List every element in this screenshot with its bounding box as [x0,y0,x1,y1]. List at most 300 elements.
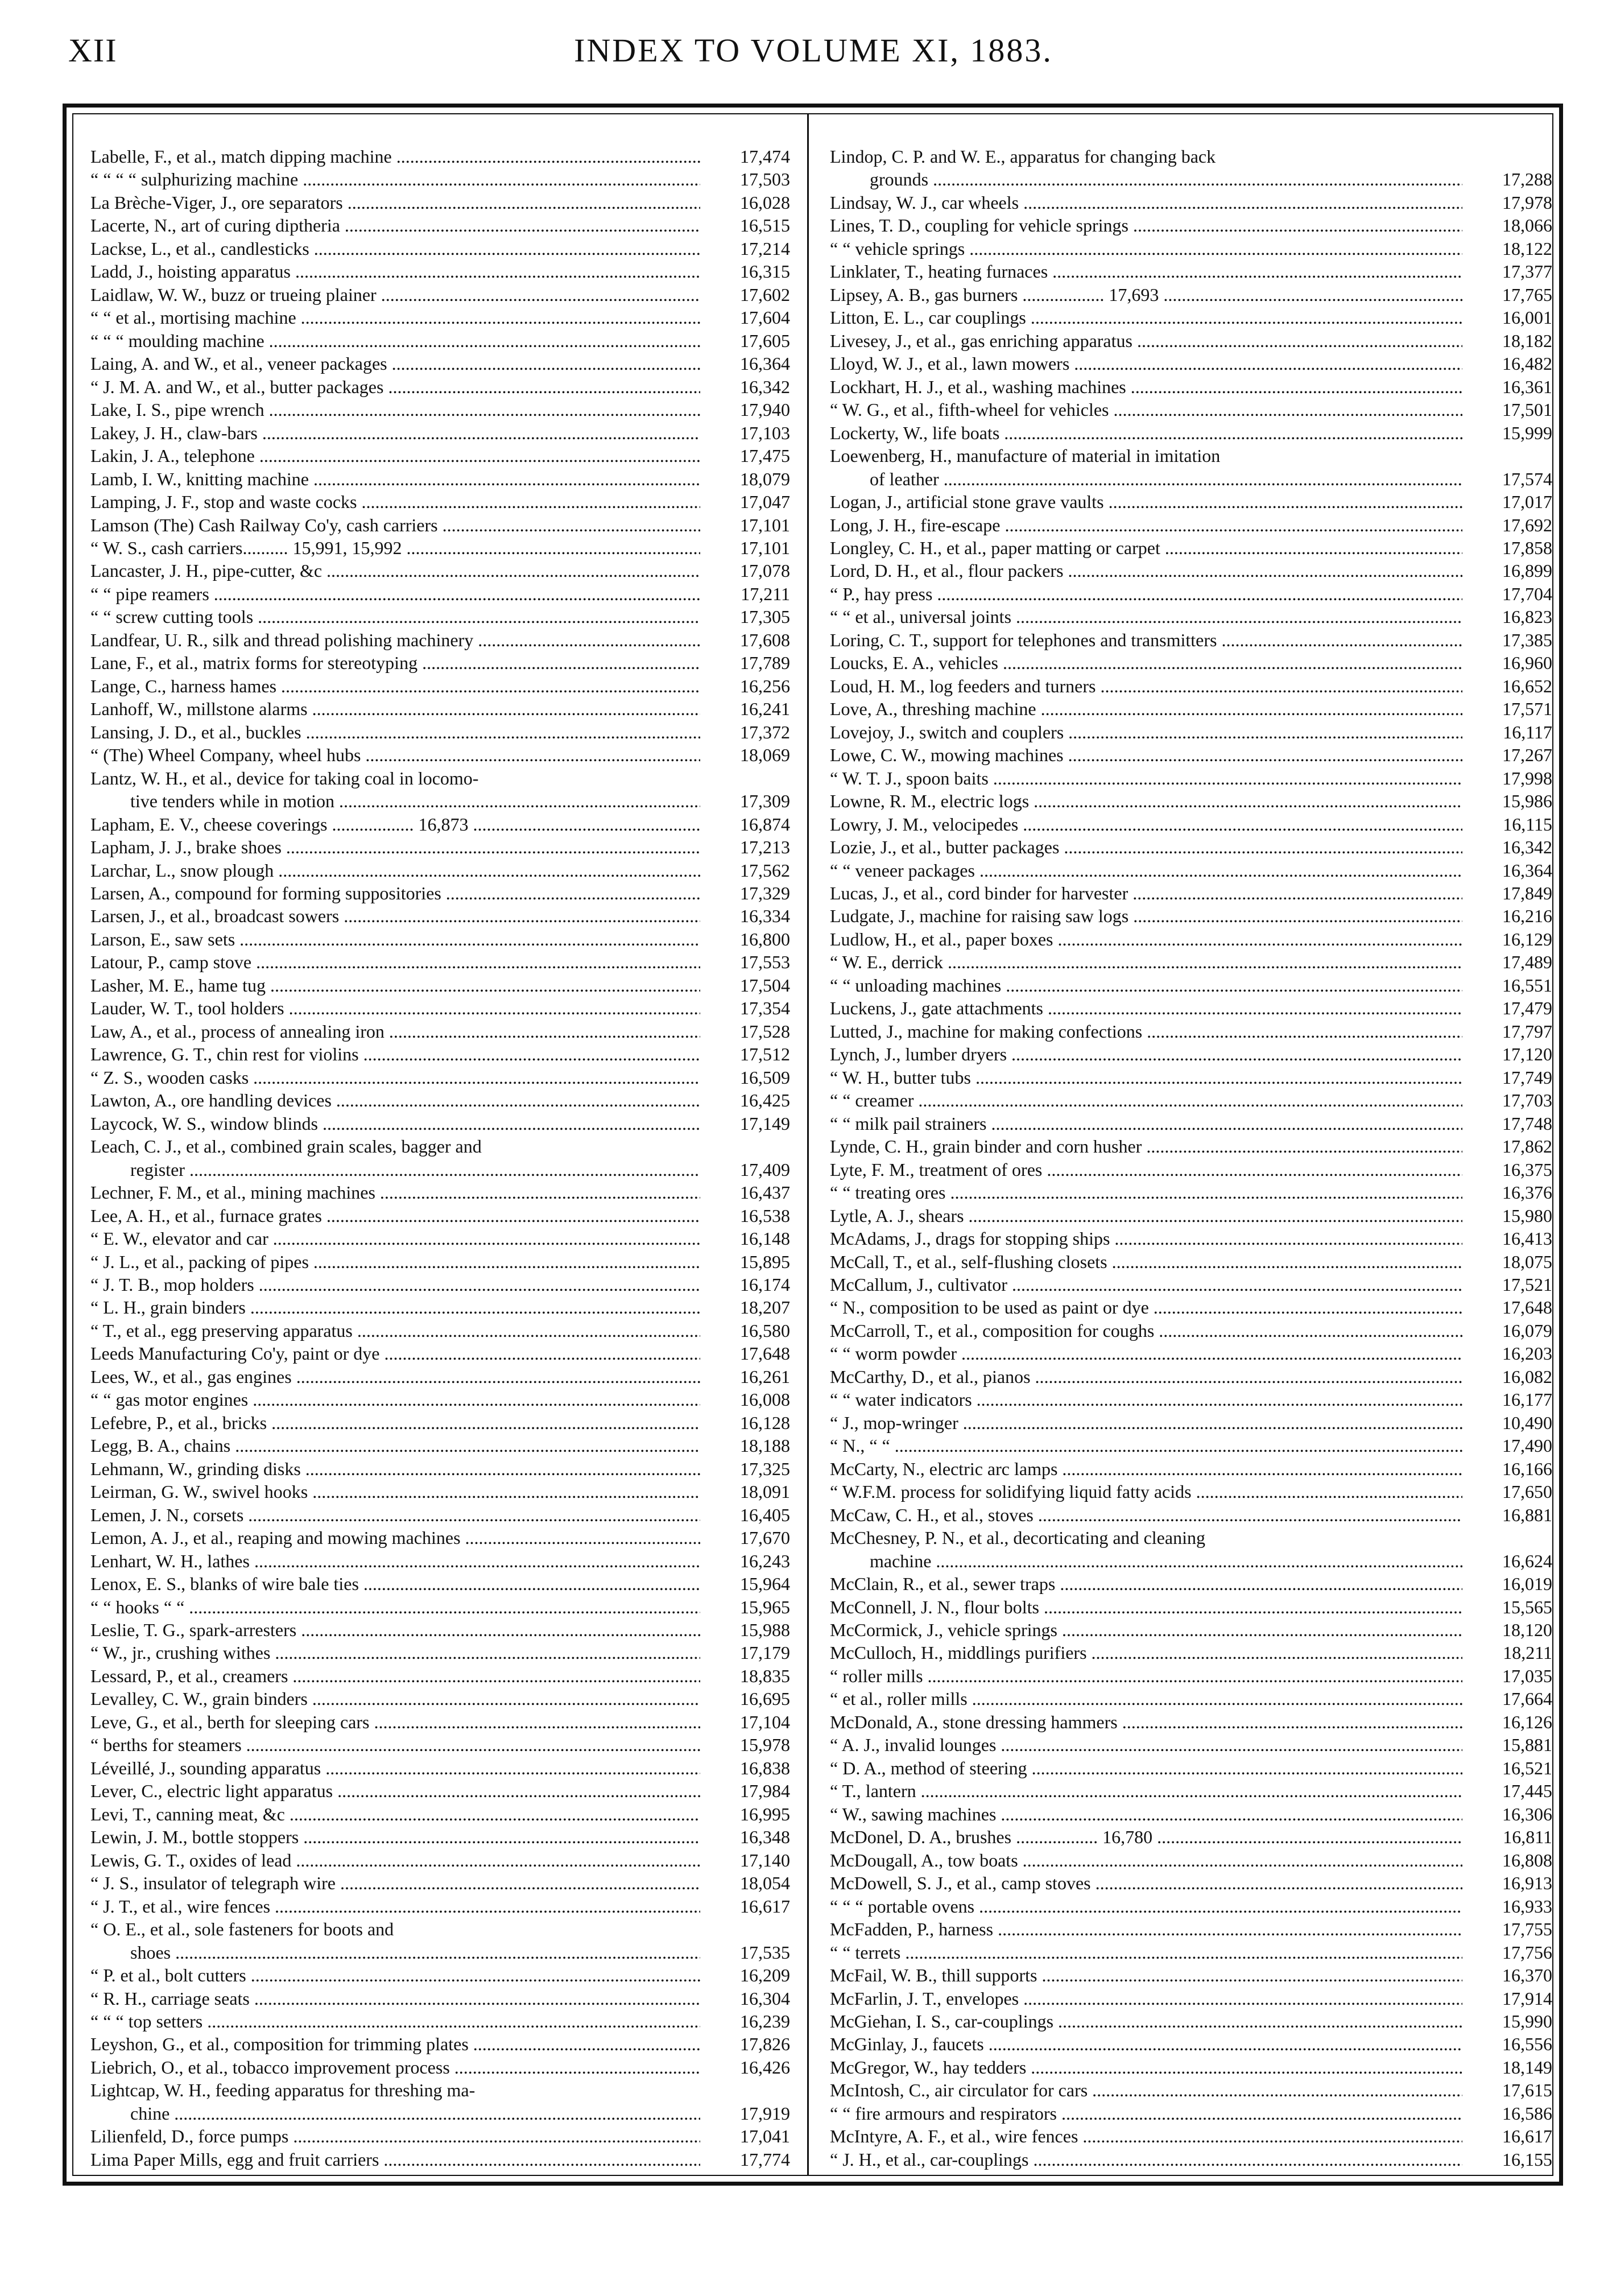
index-entry [90,1872,790,1894]
entry-text: “ J., mop-wringer ..... [830,1412,1462,1434]
index-entry [830,1067,1552,1088]
index-entry [90,1089,790,1111]
entry-text: “ “ treating ores ..... [830,1182,1462,1203]
entry-text: Larchar, L., snow plough ..... [90,860,700,881]
entry-number: 17,648 [740,1343,790,1364]
index-entry [830,1942,1552,1963]
entry-number: 16,334 [740,906,790,927]
index-entry [90,307,790,328]
entry-number: 17,756 [1502,1942,1552,1963]
entry-text: Lindsay, W. J., car wheels ..... [830,192,1462,213]
index-entry [90,1734,790,1756]
entry-number: 18,188 [740,1435,790,1456]
index-entry [90,1159,790,1180]
entry-text: “ “ “ top setters ..... [90,2010,700,2032]
index-entry [90,1527,790,1548]
entry-text: Lackse, L., et al., candlesticks ..... [90,238,700,259]
entry-number: 17,755 [1502,1919,1552,1940]
index-entry [90,1343,790,1364]
index-entry [90,813,790,835]
entry-text: Larsen, J., et al., broadcast sowers ..... [90,905,700,927]
index-entry [830,2057,1552,2078]
entry-number: 16,509 [740,1067,790,1088]
index-entry [830,790,1552,812]
entry-number: 17,574 [1502,468,1552,489]
index-entry [830,1021,1552,1042]
index-entry [90,146,790,167]
index-entry [90,376,790,398]
entry-text: “ L. H., grain binders ..... [90,1296,700,1318]
entry-number: 17,978 [1502,192,1552,213]
entry-number: 16,304 [740,1988,790,2009]
entry-text: Lines, T. D., coupling for vehicle springs ..... [830,214,1462,236]
index-entry [830,1757,1552,1779]
index-entry [830,353,1552,374]
entry-number: 17,035 [1502,1665,1552,1686]
index-entry [90,1481,790,1502]
index-entry [830,698,1552,720]
entry-number: 17,377 [1502,261,1552,282]
index-entry [90,238,790,259]
index-entry [830,1573,1552,1595]
index-entry [830,1964,1552,1986]
entry-number: 16,261 [740,1366,790,1387]
index-entry [90,1826,790,1848]
entry-text: grounds ..... [830,168,1462,190]
index-entry [830,1389,1552,1410]
entry-number: 17,385 [1502,629,1552,650]
entry-text: Lefebre, P., et al., bricks ..... [90,1412,700,1434]
entry-number: 16,008 [740,1389,790,1410]
entry-text: Lakin, J. A., telephone ..... [90,445,700,466]
index-entry [90,675,790,697]
entry-number: 15,881 [1502,1735,1552,1756]
entry-text: Loewenberg, H., manufacture of material in imitation [830,445,1221,466]
entry-text: Leirman, G. W., swivel hooks ..... [90,1481,700,1502]
entry-text: tive tenders while in motion ..... [90,790,700,812]
index-entry [90,1896,790,1917]
entry-number: 16,995 [740,1803,790,1824]
entry-number: 17,120 [1502,1044,1552,1065]
index-entry [830,1849,1552,1871]
index-entry [90,284,790,305]
index-entry [830,652,1552,674]
entry-number: 17,521 [1502,1274,1552,1295]
entry-number: 17,553 [740,952,790,973]
entry-number: 15,999 [1502,422,1552,443]
index-entry [90,1688,790,1709]
index-entry [90,2079,790,2101]
entry-number: 17,490 [1502,1435,1552,1456]
entry-text: “ “ hooks “ “ ..... [90,1596,700,1618]
entry-number: 15,895 [740,1251,790,1272]
entry-text: Léveillé, J., sounding apparatus ..... [90,1757,700,1779]
entry-number: 16,256 [740,675,790,696]
entry-text: “ “ gas motor engines ..... [90,1389,700,1410]
entry-number: 17,140 [740,1849,790,1870]
entry-number: 17,445 [1502,1781,1552,1802]
entry-number: 15,980 [1502,1205,1552,1226]
entry-number: 16,482 [1502,353,1552,374]
entry-text: McFadden, P., harness ..... [830,1918,1462,1940]
entry-text: Labelle, F., et al., match dipping machine ..... [90,146,700,167]
index-entry [90,583,790,605]
entry-text: McFail, W. B., thill supports ..... [830,1964,1462,1986]
entry-number: 18,075 [1502,1251,1552,1272]
left-column [90,146,790,2171]
entry-number: 17,479 [1502,998,1552,1019]
entry-number: 18,835 [740,1665,790,1686]
entry-number: 15,978 [740,1735,790,1756]
entry-number: 17,602 [740,284,790,305]
entry-text: McCormick, J., vehicle springs ..... [830,1619,1462,1641]
entry-number: 17,605 [740,330,790,351]
index-entry [90,1942,790,1963]
entry-text: McClain, R., et al., sewer traps ..... [830,1573,1462,1595]
entry-text: Litton, E. L., car couplings ..... [830,307,1462,328]
entry-text: “ W.F.M. process for solidifying liquid fatty acids ..... [830,1481,1462,1502]
entry-number: 15,988 [740,1620,790,1640]
entry-number: 16,811 [1503,1827,1552,1848]
right-column [830,146,1552,2171]
entry-text: Lovejoy, J., switch and couplers ..... [830,721,1462,743]
entry-text: McCallum, J., cultivator ..... [830,1274,1462,1295]
entry-text: “ A. J., invalid lounges ..... [830,1734,1462,1756]
entry-text: McConnell, J. N., flour bolts ..... [830,1596,1462,1618]
entry-text: “ “ et al., universal joints ..... [830,606,1462,627]
index-entry [90,1573,790,1595]
entry-text: “ “ pipe reamers ..... [90,583,700,605]
entry-number: 16,874 [740,813,790,835]
index-entry [830,1780,1552,1802]
entry-number: 17,765 [1502,284,1552,305]
entry-number: 17,309 [740,791,790,812]
entry-number: 16,126 [1502,1711,1552,1732]
index-entry [830,146,1552,167]
entry-text: “ J. T., et al., wire fences ..... [90,1896,700,1917]
entry-number: 16,521 [1502,1757,1552,1778]
entry-text: Lamb, I. W., knitting machine ..... [90,468,700,490]
entry-number: 18,054 [740,1873,790,1894]
index-entry [90,1642,790,1663]
entry-text: Lenox, E. S., blanks of wire bale ties ..... [90,1573,700,1595]
index-entry [830,606,1552,627]
entry-text: Ludlow, H., et al., paper boxes ..... [830,928,1462,950]
index-entry [90,1849,790,1871]
index-entry [90,1757,790,1779]
entry-text: Legg, B. A., chains ..... [90,1435,700,1456]
index-entry [90,1389,790,1410]
index-entry [830,284,1552,305]
index-entry [830,1527,1552,1548]
entry-number: 16,426 [740,2057,790,2078]
entry-text: McGiehan, I. S., car-couplings ..... [830,2010,1462,2032]
index-frame [63,104,1563,2186]
index-entry [830,399,1552,420]
entry-text: “ “ screw cutting tools ..... [90,606,700,627]
index-entry [830,1896,1552,1917]
entry-text: Liebrich, O., et al., tobacco improvement process ..... [90,2057,700,2078]
entry-number: 17,797 [1502,1021,1552,1042]
entry-text: Lemen, J. N., corsets ..... [90,1504,700,1526]
index-entry [90,1918,790,1940]
entry-number: 16,148 [740,1228,790,1249]
index-entry [830,468,1552,490]
entry-text: “ J. T. B., mop holders ..... [90,1274,700,1295]
entry-text: “ “ fire armours and respirators ..... [830,2103,1462,2124]
index-entry [90,261,790,282]
entry-text: “ “ “ portable ovens ..... [830,1896,1462,1917]
entry-number: 17,475 [740,445,790,466]
index-entry [830,1803,1552,1825]
entry-number: 16,348 [740,1827,790,1848]
entry-number: 10,490 [1502,1412,1552,1433]
entry-text: “ W., sawing machines ..... [830,1803,1462,1825]
entry-number: 17,047 [740,492,790,513]
entry-number: 16,177 [1502,1389,1552,1410]
entry-number: 17,608 [740,629,790,650]
entry-number: 17,849 [1502,883,1552,903]
entry-number: 16,425 [740,1090,790,1111]
entry-text: “ N., composition to be used as paint or dye ..... [830,1296,1462,1318]
index-entry [830,1228,1552,1249]
entry-number: 17,748 [1502,1113,1552,1134]
index-entry [90,445,790,466]
index-entry [90,974,790,996]
page-title: INDEX TO VOLUME XI, 1883. [574,32,1053,69]
entry-text: McGinlay, J., faucets ..... [830,2033,1462,2055]
entry-text: Longley, C. H., et al., paper matting or carpet ..... [830,537,1462,559]
index-entry [830,1596,1552,1618]
entry-number: 17,372 [740,721,790,742]
entry-text: “ W., jr., crushing withes ..... [90,1642,700,1663]
index-entry [830,583,1552,605]
index-entry [830,1412,1552,1434]
entry-text: Love, A., threshing machine ..... [830,698,1462,720]
entry-text: Lutted, J., machine for making confections ..... [830,1021,1462,1042]
entry-number: 15,964 [740,1574,790,1595]
index-entry [830,1159,1552,1180]
entry-text: Lane, F., et al., matrix forms for stereotyping ..... [90,652,700,674]
entry-text: Lord, D. H., et al., flour packers ..... [830,560,1462,581]
entry-number: 16,243 [740,1550,790,1571]
entry-number: 16,019 [1502,1574,1552,1595]
entry-text: McDonald, A., stone dressing hammers ..... [830,1711,1462,1733]
entry-number: 17,703 [1502,1090,1552,1111]
entry-number: 17,179 [740,1642,790,1663]
entry-text: register ..... [90,1159,700,1180]
entry-text: “ roller mills ..... [830,1665,1462,1687]
entry-number: 16,437 [740,1182,790,1203]
entry-text: Larsen, A., compound for forming suppositories ..... [90,882,700,904]
entry-text: Lozie, J., et al., butter packages ..... [830,836,1462,858]
entry-number: 16,117 [1503,721,1552,742]
entry-text: “ R. H., carriage seats ..... [90,1988,700,2009]
index-entry [830,261,1552,282]
entry-text: “ P., hay press ..... [830,583,1462,605]
entry-number: 17,041 [740,2126,790,2147]
index-entry [830,1113,1552,1134]
entry-number: 17,288 [1502,169,1552,190]
entry-number: 17,919 [740,2103,790,2124]
index-entry [830,1343,1552,1364]
index-entry [90,1113,790,1134]
entry-number: 16,823 [1502,606,1552,627]
index-entry [90,330,790,352]
entry-text: of leather ..... [830,468,1462,490]
entry-text: Lockerty, W., life boats ..... [830,422,1462,444]
entry-number: 17,213 [740,837,790,858]
index-entry [830,1826,1552,1848]
index-entry [830,951,1552,973]
entry-number: 17,409 [740,1159,790,1180]
entry-text: Lockhart, H. J., et al., washing machines ..... [830,376,1462,398]
column-divider [807,114,809,2175]
entry-number: 16,617 [740,1896,790,1917]
index-entry [90,1296,790,1318]
entry-number: 17,984 [740,1781,790,1802]
entry-text: “ “ milk pail strainers ..... [830,1113,1462,1134]
entry-number: 16,370 [1502,1965,1552,1986]
entry-text: Ludgate, J., machine for raising saw logs ..... [830,905,1462,927]
entry-number: 17,535 [740,1942,790,1963]
entry-number: 17,826 [740,2034,790,2055]
entry-number: 17,501 [1502,399,1552,420]
entry-text: Linklater, T., heating furnaces ..... [830,261,1462,282]
entry-number: 16,239 [740,2010,790,2031]
index-entry [830,928,1552,950]
index-entry [90,2125,790,2147]
entry-text: McCarthy, D., et al., pianos ..... [830,1366,1462,1387]
index-entry [90,1043,790,1065]
index-entry [90,422,790,444]
entry-text: Landfear, U. R., silk and thread polishing machinery ..... [90,629,700,651]
entry-number: 18,079 [740,468,790,489]
entry-text: Loring, C. T., support for telephones and transmitters ..... [830,629,1462,651]
index-entry [90,721,790,743]
entry-number: 18,211 [1503,1642,1552,1663]
index-entry [830,974,1552,996]
index-entry [90,744,790,766]
index-entry [90,1205,790,1227]
index-entry [90,491,790,513]
entry-number: 16,216 [1502,906,1552,927]
entry-text: Lacerte, N., art of curing diptheria ..... [90,214,700,236]
entry-text: Law, A., et al., process of annealing iron ..... [90,1021,700,1042]
entry-number: 16,933 [1502,1896,1552,1917]
entry-text: “ E. W., elevator and car ..... [90,1228,700,1249]
entry-text: “ W. E., derrick ..... [830,951,1462,973]
entry-number: 15,565 [1502,1596,1552,1617]
index-entry [90,1780,790,1802]
entry-text: “ J. L., et al., packing of pipes ..... [90,1251,700,1273]
entry-number: 17,512 [740,1044,790,1065]
index-frame-inner [72,113,1553,2176]
entry-number: 16,624 [1502,1550,1552,1571]
index-entry [830,376,1552,398]
index-entry [830,836,1552,858]
entry-text: Lever, C., electric light apparatus ..... [90,1780,700,1802]
page-header [68,31,1559,77]
entry-text: McCarroll, T., et al., composition for coughs ..... [830,1320,1462,1341]
entry-text: “ W. T. J., spoon baits ..... [830,767,1462,789]
entry-text: Lowry, J. M., velocipedes ..... [830,813,1462,835]
index-entry [90,2057,790,2078]
entry-text: Leve, G., et al., berth for sleeping cars ..... [90,1711,700,1733]
entry-number: 16,515 [740,215,790,236]
index-entry [830,214,1552,236]
entry-text: “ W. G., et al., fifth-wheel for vehicles ..... [830,399,1462,420]
index-entry [90,2149,790,2170]
entry-number: 17,503 [740,169,790,190]
index-entry [830,307,1552,328]
entry-text: “ J. H., et al., car-couplings ..... [830,2149,1462,2170]
entry-number: 16,128 [740,1412,790,1433]
entry-number: 16,652 [1502,675,1552,696]
entry-text: Lightcap, W. H., feeding apparatus for threshing ma- [90,2080,476,2101]
entry-text: “ “ worm powder ..... [830,1343,1462,1364]
entry-number: 16,695 [740,1688,790,1709]
index-entry [830,767,1552,789]
entry-text: McGregor, W., hay tedders ..... [830,2057,1462,2078]
entry-number: 17,615 [1502,2080,1552,2101]
index-entry [830,1043,1552,1065]
entry-text: shoes ..... [90,1942,700,1963]
index-entry [830,422,1552,444]
entry-text: Leeds Manufacturing Co'y, paint or dye ..... [90,1343,700,1364]
entry-text: Laidlaw, W. W., buzz or trueing plainer ..... [90,284,700,305]
index-entry [830,675,1552,697]
entry-number: 17,489 [1502,952,1552,973]
entry-text: Lyte, F. M., treatment of ores ..... [830,1159,1462,1180]
index-entry [830,1135,1552,1157]
entry-number: 16,364 [1502,860,1552,881]
entry-text: Lynde, C. H., grain binder and corn husher ..... [830,1135,1462,1157]
index-entry [90,860,790,881]
index-entry [830,168,1552,190]
entry-number: 16,174 [740,1274,790,1295]
index-entry [90,1803,790,1825]
entry-text: Lauder, W. T., tool holders ..... [90,997,700,1019]
entry-text: “ J. M. A. and W., et al., butter packages ..... [90,376,700,398]
index-entry [830,2149,1552,2170]
entry-number: 16,361 [1502,376,1552,397]
entry-text: Laing, A. and W., et al., veneer packages ..... [90,353,700,374]
entry-number: 16,115 [1503,813,1552,835]
index-entry [830,560,1552,581]
index-entry [830,1296,1552,1318]
entry-text: Lloyd, W. J., et al., lawn mowers ..... [830,353,1462,374]
index-entry [830,1320,1552,1341]
entry-text: “ et al., roller mills ..... [830,1688,1462,1709]
entry-number: 16,960 [1502,653,1552,674]
index-entry [830,860,1552,881]
entry-number: 17,862 [1502,1136,1552,1157]
entry-text: “ Z. S., wooden casks ..... [90,1067,700,1088]
entry-text: McDougall, A., tow boats ..... [830,1849,1462,1871]
entry-text: McIntosh, C., air circulator for cars ..... [830,2079,1462,2101]
index-entry [90,353,790,374]
entry-text: “ “ “ “ sulphurizing machine ..... [90,168,700,190]
entry-text: Lakey, J. H., claw-bars ..... [90,422,700,444]
index-entry [830,1688,1552,1709]
entry-number: 16,129 [1502,928,1552,949]
entry-text: Lewin, J. M., bottle stoppers ..... [90,1826,700,1848]
entry-text: “ N., “ “ ..... [830,1435,1462,1456]
entry-text: McCarty, N., electric arc lamps ..... [830,1458,1462,1480]
entry-number: 18,066 [1502,215,1552,236]
entry-text: McIntyre, A. F., et al., wire fences ..... [830,2125,1462,2147]
